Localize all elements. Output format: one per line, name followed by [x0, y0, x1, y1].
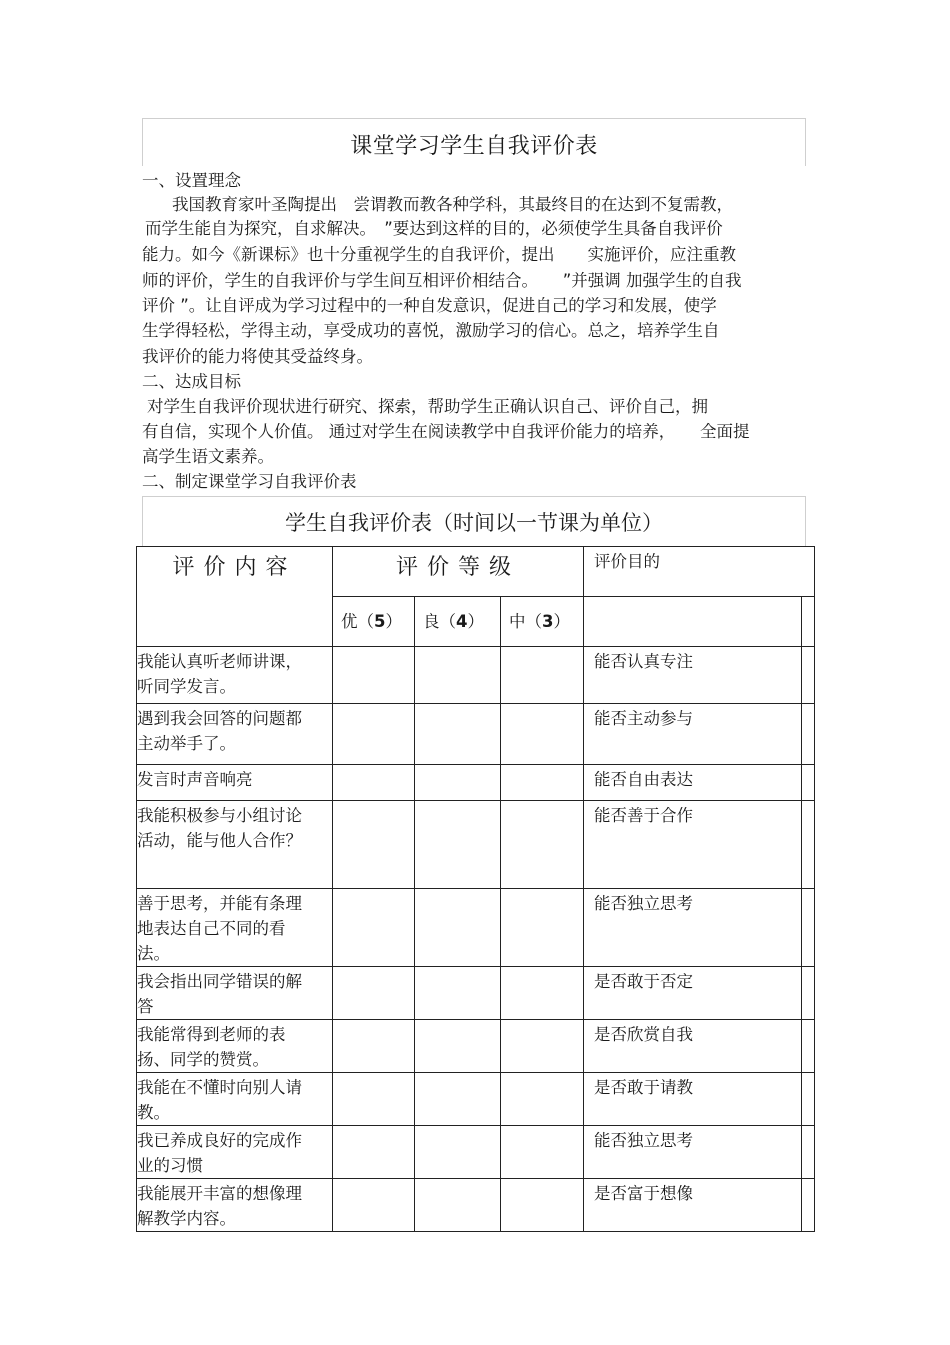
paragraph-line: 高学生语文素养。	[142, 447, 274, 466]
table-row	[137, 1179, 815, 1232]
table-row	[137, 1073, 815, 1126]
item-cell: 我能常得到老师的表 扬、同学的赞赏。	[137, 1020, 333, 1073]
table-row	[137, 1126, 815, 1179]
table-row	[137, 765, 815, 801]
grade-checkbox[interactable]	[333, 1020, 415, 1073]
grade-checkbox[interactable]	[501, 704, 584, 765]
grade-checkbox[interactable]	[333, 889, 415, 967]
table-row	[137, 889, 815, 967]
purpose-cell: 是否敢于请教	[584, 1073, 802, 1126]
edge-cell	[802, 967, 815, 1020]
paragraph-line: 生学得轻松，学得主动，享受成功的喜悦，激励学习的信心。总之，培养学生自	[142, 321, 720, 340]
grade-checkbox[interactable]	[501, 1073, 584, 1126]
grade-checkbox[interactable]	[415, 765, 501, 801]
table-row	[137, 704, 815, 765]
grade-excellent: 优（5）	[333, 597, 415, 647]
paragraph-line: 能力。如今《新课标》也十分重视学生的自我评价，提出 实施评价，应注重教	[142, 245, 736, 264]
grade-checkbox[interactable]	[333, 1126, 415, 1179]
title-box	[142, 118, 806, 166]
table-row	[137, 801, 815, 889]
edge-cell	[802, 647, 815, 704]
grade-checkbox[interactable]	[415, 967, 501, 1020]
purpose-cell: 能否自由表达	[584, 765, 802, 801]
grade-fair: 中（3）	[501, 597, 584, 647]
edge-cell	[802, 889, 815, 967]
paragraph-line: 而学生能自为探究，自求解决。 ”要达到这样的目的，必须使学生具备自我评价	[145, 219, 723, 238]
grade-checkbox[interactable]	[501, 801, 584, 889]
edge-cell	[802, 1073, 815, 1126]
section-heading-goals: 二、达成目标	[142, 372, 241, 391]
paragraph-line: 评价 ”。让自评成为学习过程中的一种自发意识，促进自己的学习和发展，使学	[142, 296, 717, 315]
table-caption-box	[142, 496, 806, 546]
grade-checkbox[interactable]	[333, 647, 415, 704]
paragraph-line: 我国教育家叶圣陶提出 尝谓教而教各种学科，其最终目的在达到不复需教，	[172, 195, 733, 214]
header-content: 评价内容	[137, 547, 333, 647]
edge-cell	[802, 765, 815, 801]
table-caption: 学生自我评价表（时间以一节课为单位）	[285, 511, 663, 535]
grade-checkbox[interactable]	[415, 647, 501, 704]
purpose-cell: 能否善于合作	[584, 801, 802, 889]
purpose-cell: 能否认真专注	[584, 647, 802, 704]
paragraph-line: 有自信，实现个人价值。 通过对学生在阅读教学中自我评价能力的培养， 全面提	[142, 422, 750, 441]
grade-checkbox[interactable]	[415, 1020, 501, 1073]
grade-checkbox[interactable]	[415, 801, 501, 889]
grade-checkbox[interactable]	[501, 1179, 584, 1232]
header-purpose: 评价目的	[584, 547, 815, 597]
purpose-cell: 是否富于想像	[584, 1179, 802, 1232]
section-heading-table: 二、制定课堂学习自我评价表	[142, 472, 357, 491]
item-cell: 遇到我会回答的问题都 主动举手了。	[137, 704, 333, 765]
grade-checkbox[interactable]	[415, 704, 501, 765]
edge-cell	[802, 1126, 815, 1179]
item-cell: 我能积极参与小组讨论 活动，能与他人合作？	[137, 801, 333, 889]
grade-checkbox[interactable]	[333, 1179, 415, 1232]
item-cell: 我能在不懂时向别人请 教。	[137, 1073, 333, 1126]
grade-checkbox[interactable]	[333, 704, 415, 765]
grade-checkbox[interactable]	[333, 801, 415, 889]
purpose-cell: 是否欣赏自我	[584, 1020, 802, 1073]
grade-checkbox[interactable]	[415, 1126, 501, 1179]
grade-checkbox[interactable]	[415, 1179, 501, 1232]
paragraph-line: 师的评价，学生的自我评价与学生间互相评价相结合。 ”并强调 加强学生的自我	[142, 271, 742, 290]
grade-checkbox[interactable]	[501, 1126, 584, 1179]
grade-checkbox[interactable]	[415, 889, 501, 967]
purpose-cell: 是否敢于否定	[584, 967, 802, 1020]
item-cell: 发言时声音响亮	[137, 765, 333, 801]
paragraph-line: 我评价的能力将使其受益终身。	[142, 347, 373, 366]
grade-checkbox[interactable]	[501, 967, 584, 1020]
edge-cell	[802, 1020, 815, 1073]
grade-checkbox[interactable]	[501, 889, 584, 967]
grade-checkbox[interactable]	[333, 967, 415, 1020]
edge-cell	[802, 704, 815, 765]
table-header-row	[137, 547, 815, 597]
grade-checkbox[interactable]	[501, 1020, 584, 1073]
item-cell: 我会指出同学错误的解 答	[137, 967, 333, 1020]
item-cell: 我能展开丰富的想像理 解教学内容。	[137, 1179, 333, 1232]
grade-checkbox[interactable]	[501, 765, 584, 801]
evaluation-table	[136, 546, 815, 1232]
section-heading-philosophy: 一、设置理念	[142, 171, 241, 190]
edge-cell	[802, 801, 815, 889]
grade-good: 良（4）	[415, 597, 501, 647]
edge-cell	[802, 1179, 815, 1232]
edge-cell	[802, 597, 815, 647]
table-row	[137, 1020, 815, 1073]
grade-checkbox[interactable]	[501, 647, 584, 704]
grade-checkbox[interactable]	[333, 1073, 415, 1126]
grade-checkbox[interactable]	[415, 1073, 501, 1126]
table-row	[137, 967, 815, 1020]
item-cell: 善于思考，并能有条理 地表达自己不同的看 法。	[137, 889, 333, 967]
purpose-cell: 能否主动参与	[584, 704, 802, 765]
purpose-cell: 能否独立思考	[584, 1126, 802, 1179]
grade-checkbox[interactable]	[333, 765, 415, 801]
table-row	[137, 647, 815, 704]
purpose-blank	[584, 597, 802, 647]
item-cell: 我能认真听老师讲课， 听同学发言。	[137, 647, 333, 704]
document-title: 课堂学习学生自我评价表	[350, 134, 598, 159]
header-grade: 评价等级	[333, 547, 584, 597]
purpose-cell: 能否独立思考	[584, 889, 802, 967]
item-cell: 我已养成良好的完成作 业的习惯	[137, 1126, 333, 1179]
paragraph-line: 对学生自我评价现状进行研究、探索，帮助学生正确认识自己、评价自己，拥	[147, 397, 708, 416]
